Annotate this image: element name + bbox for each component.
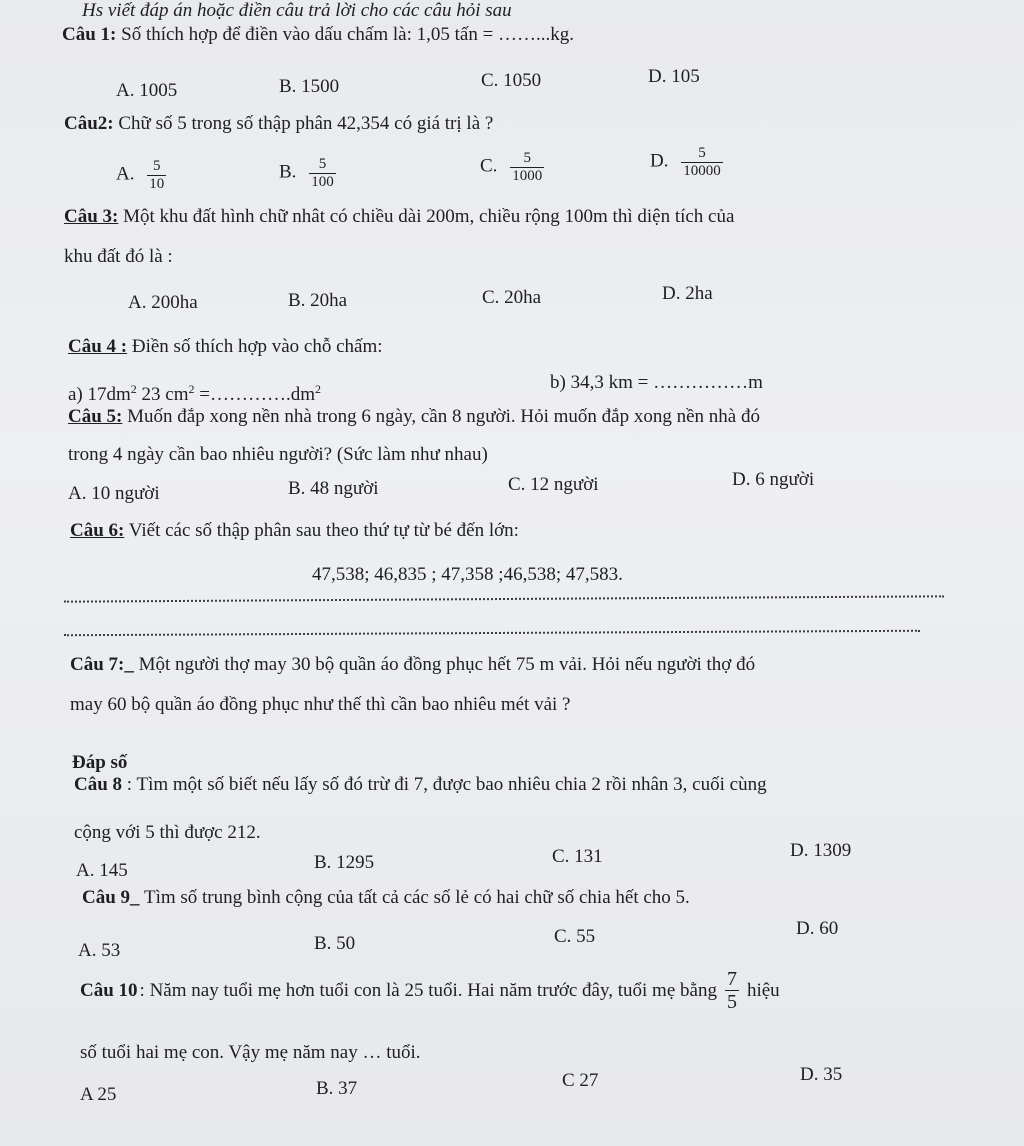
q5-option-d: D. 6 người	[732, 469, 815, 490]
question-10	[80, 968, 780, 1013]
q1-option-c: C. 1050	[481, 70, 542, 91]
q8-option-d: D. 1309	[790, 840, 852, 861]
q4-part-b: b) 34,3 km = ……………m	[550, 372, 763, 393]
question-10-text: : Năm nay tuổi mẹ hơn tuổi con là 25 tuổi. Hai năm trước đây, tuổi mẹ bằng	[139, 979, 717, 1001]
q4a-middle: 23 cm	[136, 384, 189, 405]
q5-option-a: A. 10 người	[68, 483, 160, 504]
q2-option-a-fraction	[147, 158, 166, 192]
q1-option-d: D. 105	[648, 66, 700, 87]
fraction-numerator: 5	[318, 156, 327, 172]
q9-option-c: C. 55	[554, 926, 596, 947]
question-6-label: Câu 6:	[70, 520, 125, 541]
question-3-text-line2: khu đất đó là :	[64, 246, 173, 267]
question-9-label: Câu 9_	[82, 887, 140, 908]
question-5-label: Câu 5:	[68, 406, 123, 427]
q3-option-a: A. 200ha	[128, 292, 198, 313]
q2-option-b-fraction	[309, 156, 336, 190]
answer-label: Đáp số	[72, 752, 128, 773]
fraction-denominator: 10	[149, 175, 165, 192]
question-8-text: : Tìm một số biết nếu lấy số đó trừ đi 7, được bao nhiêu chia 2 rồi nhân 3, cuối cùng	[126, 774, 767, 795]
question-4-text: Điền số thích hợp vào chỗ chấm:	[131, 336, 383, 357]
q8-option-c: C. 131	[552, 846, 603, 867]
fraction-numerator: 7	[726, 968, 737, 990]
question-10-text-after: hiệu	[746, 979, 780, 1001]
question-7-text: Một người thợ may 30 bộ quần áo đồng phục hết 75 m vải. Hỏi nếu người thợ đó	[138, 654, 756, 675]
question-1	[62, 24, 574, 46]
q3-option-c: C. 20ha	[482, 287, 542, 308]
q2-option-d-letter: D.	[650, 150, 669, 172]
instruction-header: Hs viết đáp án hoặc điền câu trả lời cho các câu hỏi sau	[82, 0, 512, 21]
q10-option-a: A 25	[80, 1084, 117, 1105]
question-1-text: Số thích hợp để điền vào dấu chấm là: 1,05 tấn = ……...kg.	[121, 24, 575, 45]
fraction-denominator: 10000	[683, 162, 721, 179]
fraction-denominator: 5	[726, 991, 737, 1013]
question-3-label: Câu 3:	[64, 206, 119, 227]
question-10-label: Câu 10	[80, 979, 138, 1001]
question-8-text-line2: cộng với 5 thì được 212.	[74, 822, 261, 843]
question-8-label: Câu 8	[74, 774, 123, 795]
question-2-label: Câu2:	[64, 113, 114, 134]
q2-option-a	[116, 158, 166, 192]
q2-option-c	[480, 150, 544, 184]
fraction-numerator: 5	[152, 158, 161, 174]
question-6-text: Viết các số thập phân sau theo thứ tự từ bé đến lớn:	[128, 520, 519, 541]
fraction-numerator: 5	[698, 145, 706, 161]
q2-option-b	[279, 156, 336, 190]
q10-option-d: D. 35	[800, 1064, 843, 1085]
q4a-prefix: a) 17dm	[68, 384, 131, 405]
q4a-exponent-1: 2	[130, 382, 137, 396]
q9-option-a: A. 53	[78, 940, 121, 961]
question-6-numbers: 47,538; 46,835 ; 47,358 ;46,538; 47,583.	[312, 564, 623, 585]
q4a-exponent-3: 2	[315, 382, 322, 396]
question-5-text: Muốn đắp xong nền nhà trong 6 ngày, cần 8 người. Hỏi muốn đắp xong nền nhà đó	[127, 406, 760, 427]
q2-option-c-letter: C.	[480, 155, 498, 177]
q3-option-b: B. 20ha	[288, 290, 348, 311]
q4a-unit: dm	[290, 384, 316, 405]
q5-option-c: C. 12 người	[508, 474, 599, 495]
question-6	[70, 520, 519, 542]
answer-dotted-line-1	[64, 595, 944, 602]
q10-option-c: C 27	[562, 1070, 599, 1091]
question-2-text: Chữ số 5 trong số thập phân 42,354 có giá trị là ?	[118, 113, 494, 134]
question-7-label: Câu 7:_	[70, 654, 134, 675]
q8-option-b: B. 1295	[314, 852, 375, 873]
question-8	[74, 774, 767, 796]
q8-option-a: A. 145	[76, 860, 128, 881]
q10-option-b: B. 37	[316, 1078, 358, 1099]
q5-option-b: B. 48 người	[288, 478, 379, 499]
question-10-text-line2: số tuổi hai mẹ con. Vậy mẹ năm nay … tuổi.	[80, 1042, 421, 1063]
question-3	[64, 206, 734, 228]
q2-option-d-fraction	[681, 145, 723, 179]
q4-part-a	[68, 384, 321, 406]
question-7	[70, 654, 755, 676]
q3-option-d: D. 2ha	[662, 283, 713, 304]
q2-option-b-letter: B.	[279, 161, 297, 183]
question-4	[68, 336, 383, 358]
q2-option-c-fraction	[510, 150, 544, 184]
q2-option-d	[650, 145, 723, 179]
question-9	[82, 887, 690, 909]
question-9-text: Tìm số trung bình cộng của tất cả các số lẻ có hai chữ số chia hết cho 5.	[143, 887, 690, 908]
q1-option-b: B. 1500	[279, 76, 340, 97]
q4a-blank: =………….	[194, 384, 291, 405]
question-3-text: Một khu đất hình chữ nhât có chiều dài 200m, chiều rộng 100m thì diện tích của	[123, 206, 735, 227]
question-5	[68, 406, 760, 428]
question-5-text-line2: trong 4 ngày cần bao nhiêu người? (Sức làm như nhau)	[68, 444, 488, 465]
question-7-text-line2: may 60 bộ quần áo đồng phục như thế thì cần bao nhiêu mét vải ?	[70, 694, 571, 715]
q9-option-d: D. 60	[796, 918, 839, 939]
fraction-numerator: 5	[523, 150, 531, 166]
fraction-denominator: 100	[311, 173, 334, 190]
q4a-exponent-2: 2	[188, 382, 195, 396]
q2-option-a-letter: A.	[116, 163, 135, 185]
question-4-label: Câu 4 :	[68, 336, 128, 357]
q1-option-a: A. 1005	[116, 80, 178, 101]
question-2	[64, 113, 493, 135]
question-1-label: Câu 1:	[62, 24, 117, 45]
q10-fraction	[725, 968, 739, 1013]
answer-dotted-line-2	[64, 630, 920, 636]
fraction-denominator: 1000	[512, 167, 543, 184]
q9-option-b: B. 50	[314, 933, 356, 954]
